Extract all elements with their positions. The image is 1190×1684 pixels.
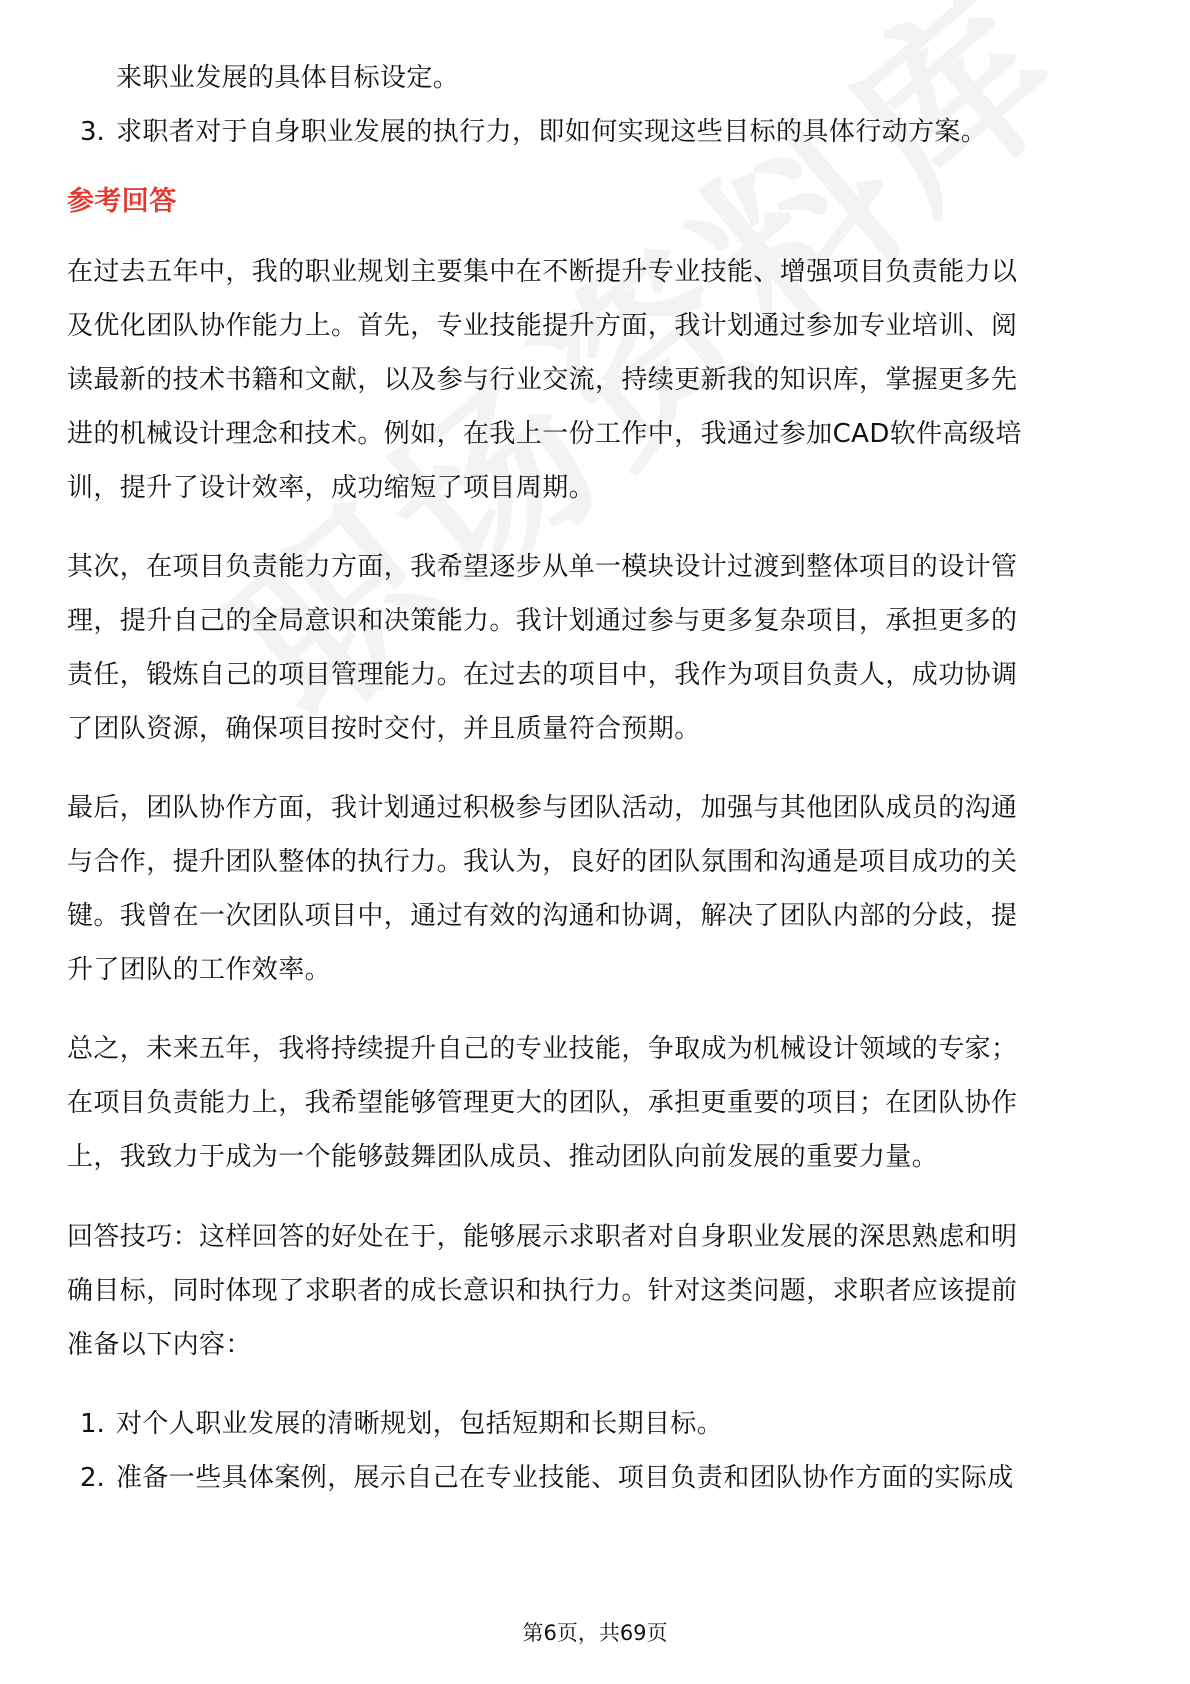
paragraph-line: 升了团队的工作效率。 [67,955,332,985]
paragraph-line: 总之，未来五年，我将持续提升自己的专业技能，争取成为机械设计领域的专家； [67,1034,1018,1064]
paragraph-line: 理，提升自己的全局意识和决策能力。我计划通过参与更多复杂项目，承担更多的 [67,606,1018,636]
paragraph-line: 准备以下内容： [67,1330,252,1360]
paragraph-line: 在项目负责能力上，我希望能够管理更大的团队，承担更重要的项目；在团队协作 [67,1088,1018,1118]
paragraph-line: 进的机械设计理念和技术。例如，在我上一份工作中，我通过参加CAD软件高级培 [67,419,1022,449]
list-number: 2. [80,1463,105,1493]
paragraph-line: 键。我曾在一次团队项目中，通过有效的沟通和协调，解决了团队内部的分歧，提 [67,901,1018,931]
paragraph-line: 责任，锻炼自己的项目管理能力。在过去的项目中，我作为项目负责人，成功协调 [67,660,1018,690]
paragraph-line: 其次，在项目负责能力方面，我希望逐步从单一模块设计过渡到整体项目的设计管 [67,552,1018,582]
list-item-text: 准备一些具体案例，展示自己在专业技能、项目负责和团队协作方面的实际成 [116,1463,1014,1493]
paragraph-line: 训，提升了设计效率，成功缩短了项目周期。 [67,473,596,503]
paragraph-line: 确目标，同时体现了求职者的成长意识和执行力。针对这类问题，求职者应该提前 [67,1276,1018,1306]
paragraph-line: 读最新的技术书籍和文献，以及参与行业交流，持续更新我的知识库，掌握更多先 [67,365,1018,395]
paragraph-line: 上，我致力于成为一个能够鼓舞团队成员、推动团队向前发展的重要力量。 [67,1142,939,1172]
paragraph-line: 回答技巧：这样回答的好处在于，能够展示求职者对自身职业发展的深思熟虑和明 [67,1222,1018,1252]
list-item-text: 对个人职业发展的清晰规划，包括短期和长期目标。 [116,1409,724,1439]
list-item-continuation: 来职业发展的具体目标设定。 [116,63,460,93]
page-footer: 第6页，共69页 [522,1621,668,1645]
list-number: 3. [80,117,105,147]
paragraph-line: 及优化团队协作能力上。首先，专业技能提升方面，我计划通过参加专业培训、阅 [67,311,1018,341]
list-item-text: 求职者对于自身职业发展的执行力，即如何实现这些目标的具体行动方案。 [116,117,988,147]
list-number: 1. [80,1409,105,1439]
paragraph-line: 最后，团队协作方面，我计划通过积极参与团队活动，加强与其他团队成员的沟通 [67,793,1018,823]
section-heading: 参考回答 [67,186,177,217]
paragraph-line: 在过去五年中，我的职业规划主要集中在不断提升专业技能、增强项目负责能力以 [67,257,1018,287]
paragraph-line: 与合作，提升团队整体的执行力。我认为，良好的团队氛围和沟通是项目成功的关 [67,847,1018,877]
paragraph-line: 了团队资源，确保项目按时交付，并且质量符合预期。 [67,714,701,744]
